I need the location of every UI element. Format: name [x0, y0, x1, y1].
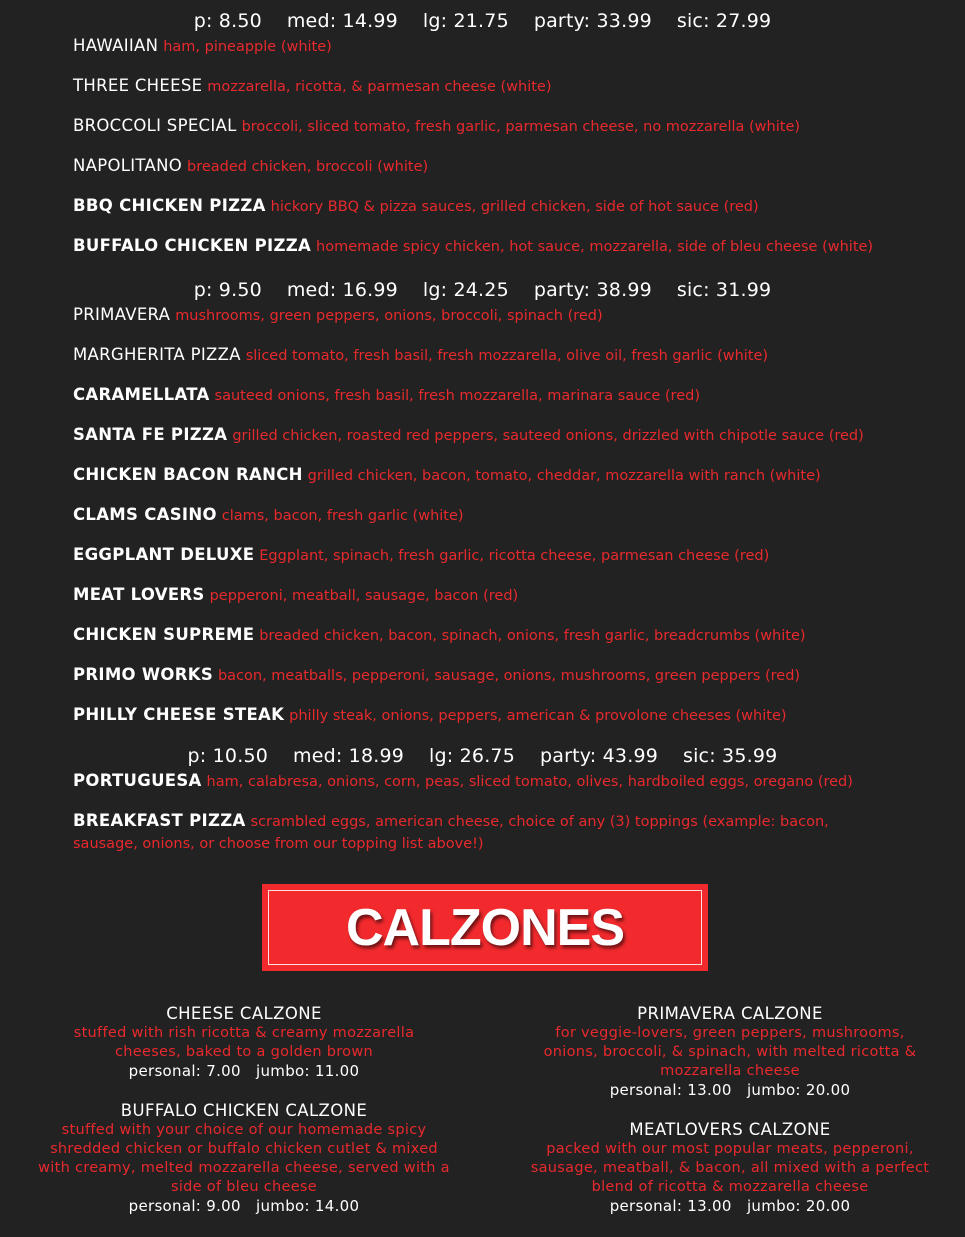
- item-desc: grilled chicken, bacon, tomato, cheddar, mozzarella with ranch (white): [307, 468, 821, 484]
- calzone-name: BUFFALO CHICKEN CALZONE: [120, 1101, 368, 1120]
- price-tier-3: p: 10.50 med: 18.99 lg: 26.75 party: 43.99 sic: 35.99: [187, 745, 778, 767]
- item-desc: mushrooms, green peppers, onions, broccoli, spinach (red): [175, 308, 603, 324]
- calzone-name: CHEESE CALZONE: [166, 1004, 322, 1023]
- item-desc: breaded chicken, bacon, spinach, onions, fresh garlic, breadcrumbs (white): [259, 628, 806, 644]
- calzone-item: [530, 1004, 930, 1100]
- item-name: THREE CHEESE: [73, 76, 203, 95]
- item-desc: broccoli, sliced tomato, fresh garlic, parmesan cheese, no mozzarella (white): [241, 119, 801, 135]
- calzone-desc: stuffed with your choice of our homemade spicy shredded chicken or buffalo chicken cutlet & mixed with creamy, melted mozzarella cheese, served with a side of bleu cheese: [38, 1122, 450, 1195]
- calzone-desc: for veggie-lovers, green peppers, mushrooms, onions, broccoli, & spinach, with melted ricotta & mozzarella cheese: [543, 1025, 917, 1079]
- menu-item: [73, 35, 925, 58]
- item-desc: philly steak, onions, peppers, american & provolone cheeses (white): [289, 708, 787, 724]
- menu-item: [73, 464, 925, 487]
- item-name: MARGHERITA PIZZA: [73, 345, 241, 364]
- menu-item: [73, 155, 925, 178]
- menu-item: [73, 75, 925, 98]
- menu-item: [73, 810, 860, 855]
- item-name: NAPOLITANO: [73, 156, 183, 175]
- item-desc: scrambled eggs, american cheese, choice of any (3) toppings (example: bacon, sausage, onions, or choose from our topping list above!): [73, 814, 829, 852]
- menu-item: [73, 424, 925, 447]
- item-desc: mozzarella, ricotta, & parmesan cheese (white): [207, 79, 552, 95]
- calzone-item: [530, 1120, 930, 1216]
- item-desc: bacon, meatballs, pepperoni, sausage, onions, mushrooms, green peppers (red): [217, 668, 801, 684]
- item-desc: clams, bacon, fresh garlic (white): [221, 508, 464, 524]
- item-desc: ham, pineapple (white): [163, 39, 332, 55]
- item-name: CHICKEN SUPREME: [73, 625, 255, 644]
- menu-item: [73, 704, 925, 727]
- menu-item: [73, 235, 925, 258]
- item-name: CHICKEN BACON RANCH: [73, 465, 303, 484]
- menu-item: [73, 504, 925, 527]
- calzone-item: [50, 1004, 438, 1081]
- item-name: BREAKFAST PIZZA: [73, 811, 246, 830]
- item-name: CARAMELLATA: [73, 385, 210, 404]
- menu-item: [73, 344, 925, 367]
- item-name: EGGPLANT DELUXE: [73, 545, 255, 564]
- item-desc: sliced tomato, fresh basil, fresh mozzarella, olive oil, fresh garlic (white): [245, 348, 769, 364]
- calzone-price: personal: 9.00 jumbo: 14.00: [128, 1197, 360, 1215]
- item-desc: ham, calabresa, onions, corn, peas, sliced tomato, olives, hardboiled eggs, oregano (red): [206, 774, 853, 790]
- calzone-price: personal: 13.00 jumbo: 20.00: [609, 1197, 851, 1215]
- calzone-name: PRIMAVERA CALZONE: [637, 1004, 823, 1023]
- item-name: PORTUGUESA: [73, 771, 202, 790]
- banner-frame: [268, 890, 702, 965]
- item-name: CLAMS CASINO: [73, 505, 217, 524]
- item-name: BUFFALO CHICKEN PIZZA: [73, 236, 312, 255]
- item-name: BROCCOLI SPECIAL: [73, 116, 237, 135]
- item-name: HAWAIIAN: [73, 36, 159, 55]
- item-desc: sauteed onions, fresh basil, fresh mozzarella, marinara sauce (red): [214, 388, 700, 404]
- item-desc: grilled chicken, roasted red peppers, sauteed onions, drizzled with chipotle sauce (red): [232, 428, 864, 444]
- menu-item: [73, 384, 925, 407]
- menu-item: [73, 584, 925, 607]
- price-tier-1: p: 8.50 med: 14.99 lg: 21.75 party: 33.99 sic: 27.99: [193, 10, 772, 32]
- menu-item: [73, 115, 925, 138]
- item-name: PRIMAVERA: [73, 305, 171, 324]
- price-tier-2: p: 9.50 med: 16.99 lg: 24.25 party: 38.99 sic: 31.99: [193, 279, 772, 301]
- item-name: MEAT LOVERS: [73, 585, 205, 604]
- item-desc: homemade spicy chicken, hot sauce, mozzarella, side of bleu cheese (white): [316, 239, 874, 255]
- calzone-item: [36, 1101, 452, 1216]
- item-name: SANTA FE PIZZA: [73, 425, 228, 444]
- calzones-banner: [262, 884, 708, 971]
- item-desc: pepperoni, meatball, sausage, bacon (red): [209, 588, 519, 604]
- calzone-desc: stuffed with rish ricotta & creamy mozzarella cheeses, baked to a golden brown: [73, 1025, 415, 1060]
- item-desc: breaded chicken, broccoli (white): [186, 159, 429, 175]
- menu-item: [73, 624, 925, 647]
- item-name: PHILLY CHEESE STEAK: [73, 705, 285, 724]
- calzone-desc: packed with our most popular meats, pepperoni, sausage, meatball, & bacon, all mixed with a perfect blend of ricotta & mozzarella cheese: [530, 1141, 930, 1195]
- item-desc: Eggplant, spinach, fresh garlic, ricotta cheese, parmesan cheese (red): [259, 548, 770, 564]
- menu-item: [73, 195, 925, 218]
- menu-item: [73, 770, 925, 793]
- item-desc: hickory BBQ & pizza sauces, grilled chicken, side of hot sauce (red): [270, 199, 759, 215]
- calzone-price: personal: 7.00 jumbo: 11.00: [128, 1062, 360, 1080]
- calzone-name: MEATLOVERS CALZONE: [629, 1120, 831, 1139]
- menu-item: [73, 304, 925, 327]
- menu-item: [73, 664, 925, 687]
- section-title: CALZONES: [346, 898, 624, 957]
- item-name: PRIMO WORKS: [73, 665, 214, 684]
- item-name: BBQ CHICKEN PIZZA: [73, 196, 266, 215]
- calzone-price: personal: 13.00 jumbo: 20.00: [609, 1081, 851, 1099]
- menu-item: [73, 544, 925, 567]
